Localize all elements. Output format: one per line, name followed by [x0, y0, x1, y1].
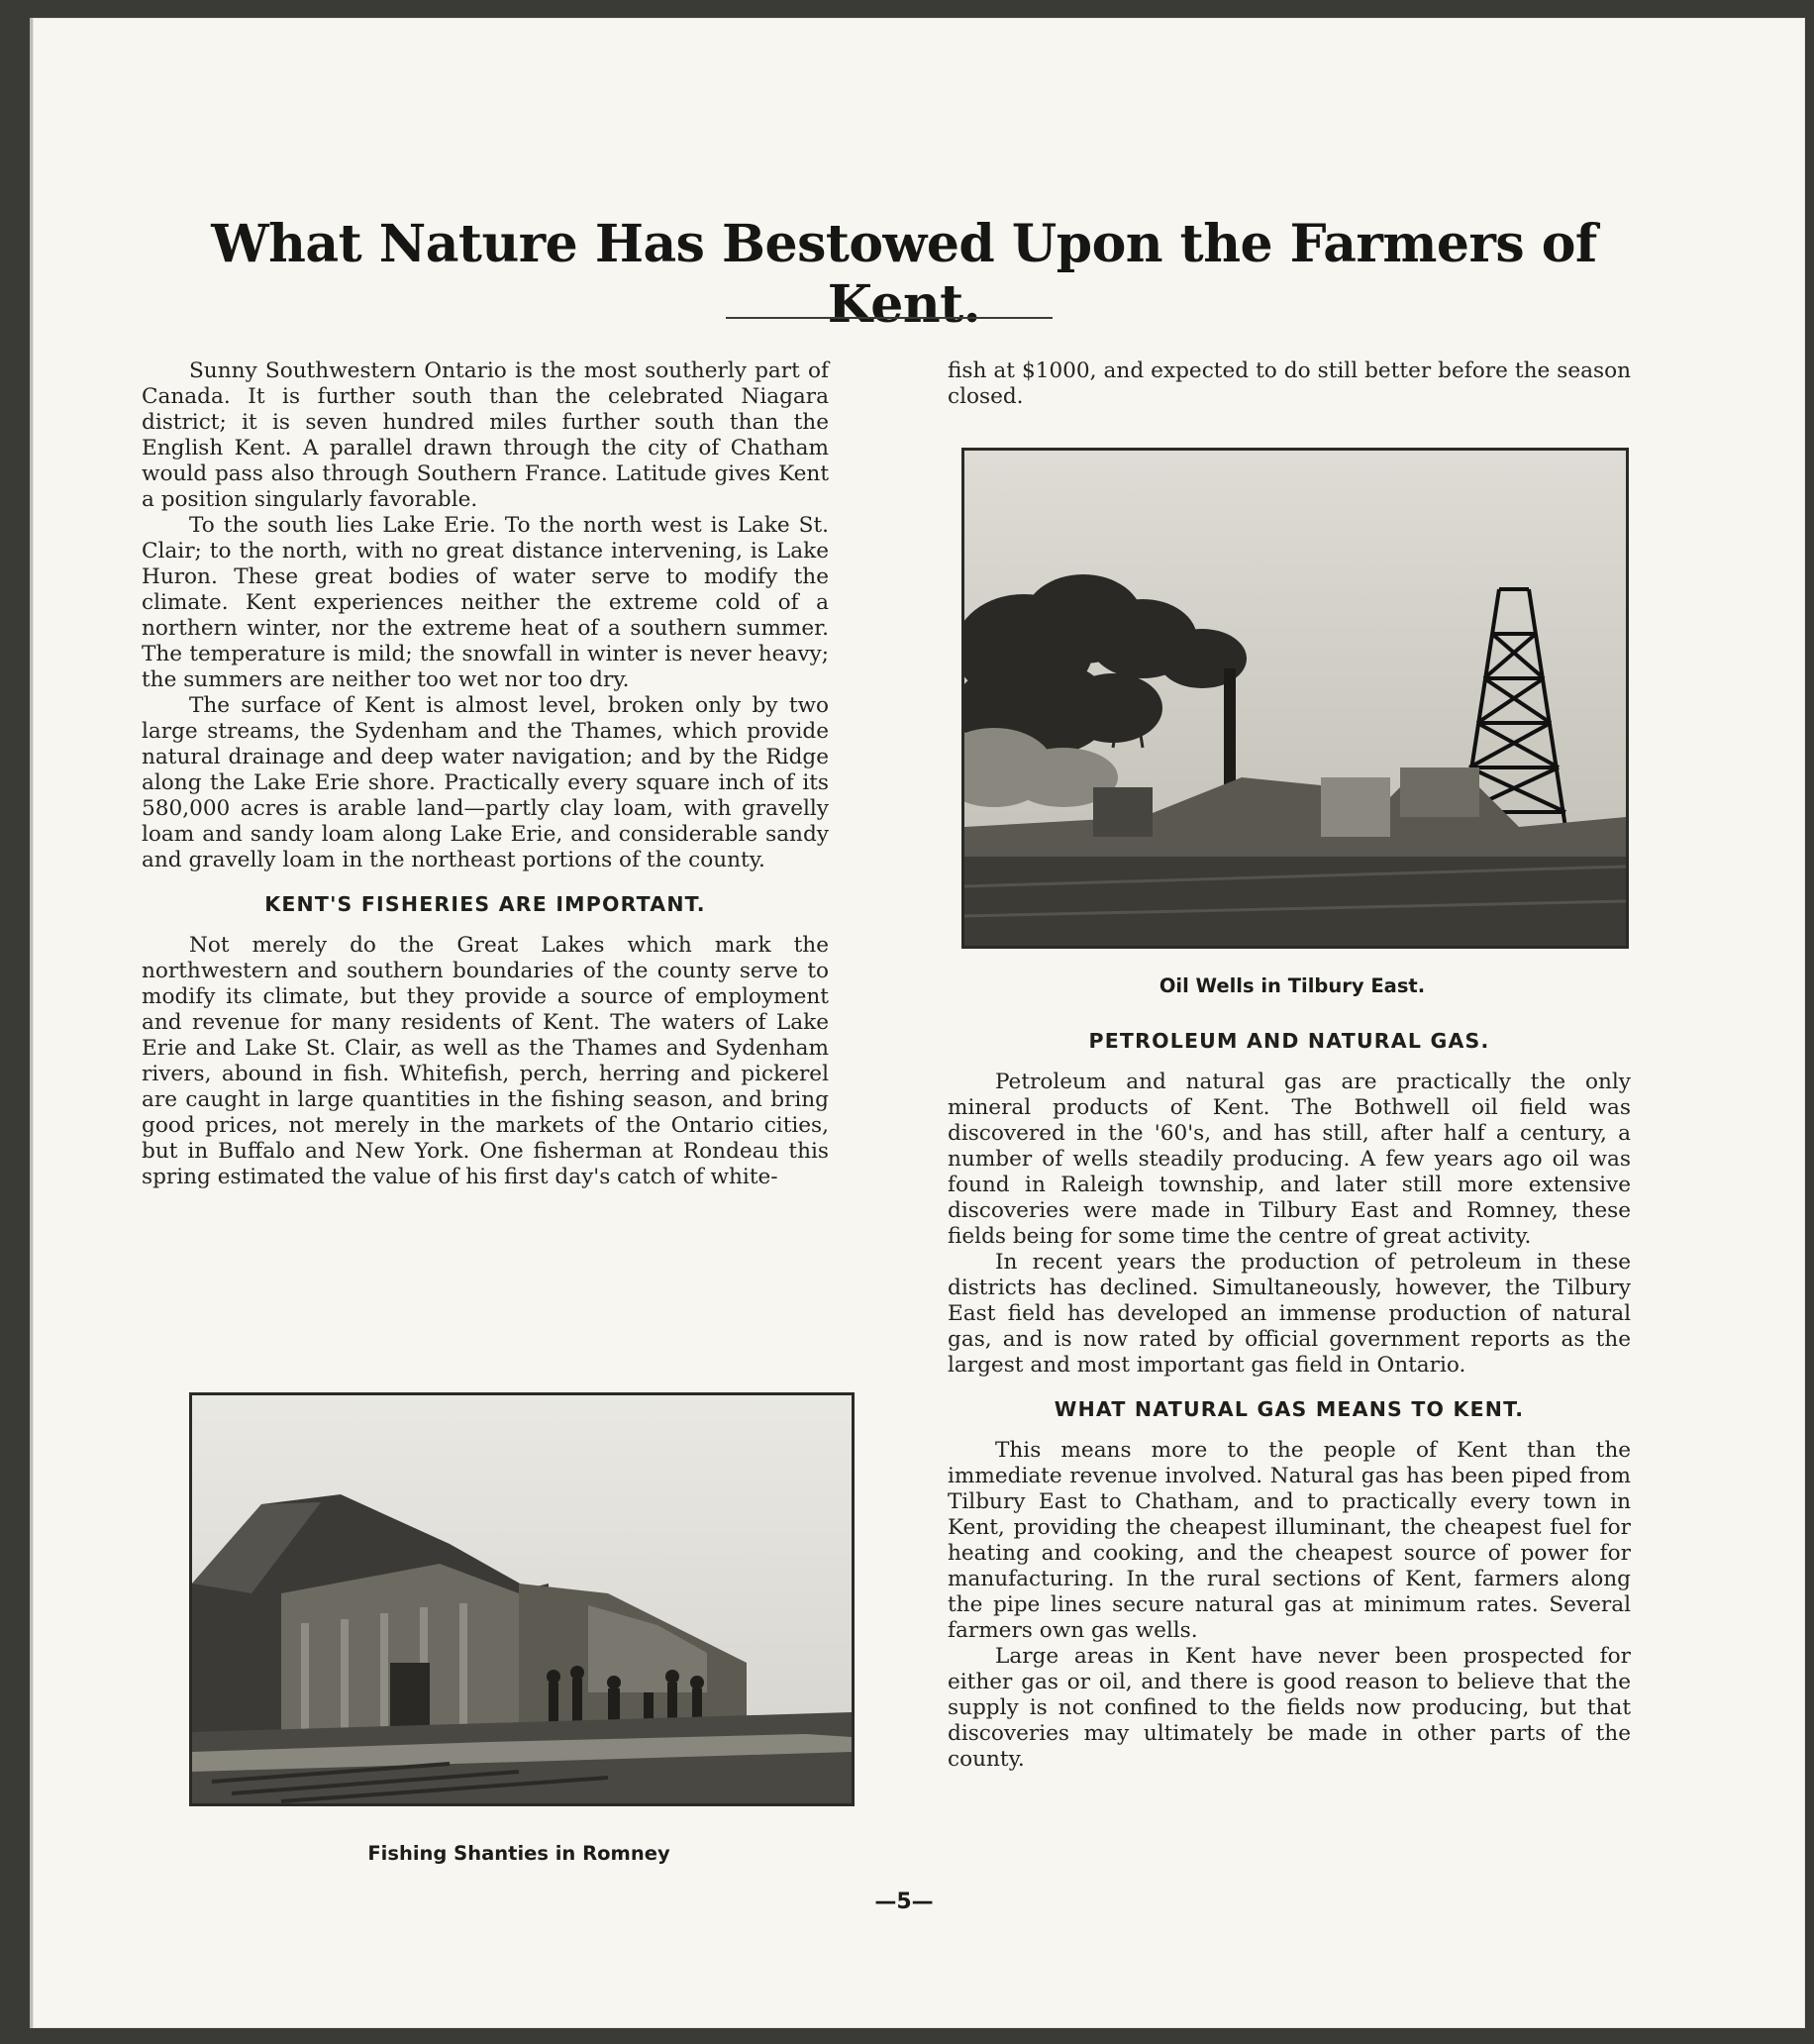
right-column: [948, 1028, 1631, 1773]
photo-fishing-shanties: [189, 1392, 855, 1806]
paragraph-fisheries-continued: fish at $1000, and expected to do still better before the season closed.: [948, 358, 1631, 409]
page: [30, 18, 1805, 2028]
paragraph-prospecting: Large areas in Kent have never been prospected for either gas or oil, and there is good reason to believe that the supply is not confined to the fields now producing, but that discoveries may ultimately be made in other parts of the county.: [948, 1644, 1631, 1772]
oil-wells-picture: [964, 451, 1626, 946]
left-column: [142, 358, 829, 1190]
paragraph-gas-benefits: This means more to the people of Kent than the immediate revenue involved. Natural gas has been piped from Tilbury East to Chatham, and to practically every town in Kent, providing the cheapest illuminant, the cheapest fuel for heating and cooking, and the cheapest source of power for manufacturing. In the rural sections of Kent, farmers along the pipe lines secure natural gas at minimum rates. Several farmers own gas wells.: [948, 1438, 1631, 1643]
heading-fisheries: KENT'S FISHERIES ARE IMPORTANT.: [264, 892, 706, 916]
caption-oil-wells: Oil Wells in Tilbury East.: [1159, 974, 1426, 997]
page-title: What Nature Has Bestowed Upon the Farmers of Kent.: [211, 214, 1597, 335]
heading-petroleum: PETROLEUM AND NATURAL GAS.: [1088, 1029, 1490, 1053]
paragraph-location: Sunny Southwestern Ontario is the most southerly part of Canada. It is further south than the celebrated Niagara district; it is seven hundred miles further south than the English Kent. A parallel drawn through the city of Chatham would pass also through Southern France. Latitude gives Kent a position singularly favorable.: [142, 358, 829, 512]
fishing-shanties-picture: [192, 1395, 852, 1803]
paragraph-surface: The surface of Kent is almost level, broken only by two large streams, the Sydenham and the Thames, which provide natural drainage and deep water navigation; and by the Ridge along the Lake Erie shore. Practically every square inch of its 580,000 acres is arable land—partly clay loam, with gravelly loam and sandy loam along Lake Erie, and considerable sandy and gravelly loam in the northeast portions of the county.: [142, 693, 829, 872]
right-column-top: [948, 358, 1631, 410]
heading-natural-gas-kent: WHAT NATURAL GAS MEANS TO KENT.: [1054, 1397, 1525, 1421]
paragraph-fisheries: Not merely do the Great Lakes which mark the northwestern and southern boundaries of the county serve to modify its climate, but they provide a source of employment and revenue for many residents of Kent. The waters of Lake Erie and Lake St. Clair, as well as the Thames and Sydenham rivers, abound in fish. Whitefish, perch, herring and pickerel are caught in large quantities in the fishing season, and bring good prices, not merely in the markets of the Ontario cities, but in Buffalo and New York. One fisherman at Rondeau this spring estimated the value of his first day's catch of white-: [142, 933, 829, 1189]
photo-oil-wells: [961, 448, 1629, 949]
paragraph-climate: To the south lies Lake Erie. To the north west is Lake St. Clair; to the north, with no great distance intervening, is Lake Huron. These great bodies of water serve to modify the climate. Kent experiences neither the extreme cold of a northern winter, nor the extreme heat of a southern summer. The temperature is mild; the snowfall in winter is never heavy; the summers are neither too wet nor too dry.: [142, 513, 829, 692]
page-number: —5—: [874, 1890, 934, 1914]
title-divider: [726, 317, 1053, 319]
paragraph-natural-gas: In recent years the production of petroleum in these districts has declined. Simultaneously, however, the Tilbury East field has developed an immense production of natural gas, and is now rated by official government reports as the largest and most important gas field in Ontario.: [948, 1250, 1631, 1378]
caption-fishing-shanties: Fishing Shanties in Romney: [367, 1842, 670, 1865]
paragraph-petroleum: Petroleum and natural gas are practically the only mineral products of Kent. The Bothwell oil field was discovered in the '60's, and has still, after half a century, a number of wells steadily producing. A few years ago oil was found in Raleigh township, and later still more extensive discoveries were made in Tilbury East and Romney, these fields being for some time the centre of great activity.: [948, 1070, 1631, 1249]
